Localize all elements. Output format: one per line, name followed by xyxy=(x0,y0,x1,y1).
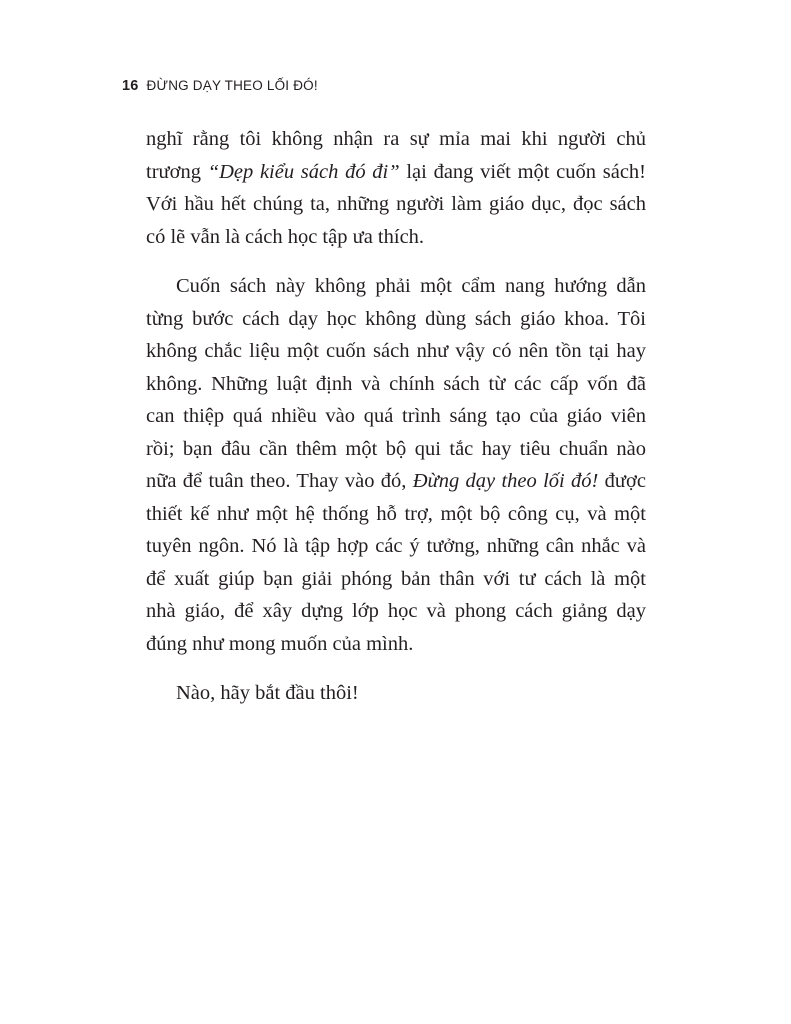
text-line xyxy=(146,465,646,498)
paragraph xyxy=(146,270,646,660)
text-line: không. Những luật định và chính sách từ các cấp vốn đã xyxy=(146,372,646,395)
text-line xyxy=(146,156,646,189)
text-line: đúng như mong muốn của mình. xyxy=(146,632,414,655)
text-line: tuyên ngôn. Nó là tập hợp các ý tưởng, những cân nhắc và xyxy=(146,535,646,557)
text-run: được xyxy=(598,470,646,492)
text-line: để xuất giúp bạn giải phóng bản thân với tư cách là một xyxy=(146,567,646,590)
text-line: Cuốn sách này không phải một cẩm nang hướng dẫn xyxy=(176,275,646,297)
text-line: can thiệp quá nhiều vào quá trình sáng tạo của giáo viên xyxy=(146,405,646,427)
text-line: rồi; bạn đâu cần thêm một bộ qui tắc hay tiêu chuẩn nào xyxy=(146,437,646,460)
text-line: nhà giáo, để xây dựng lớp học và phong cách giảng dạy xyxy=(146,600,646,622)
page-number: 16 xyxy=(122,78,139,94)
running-title: ĐỪNG DẠY THEO LỐI ĐÓ! xyxy=(146,78,318,93)
paragraph-spacer xyxy=(146,660,646,677)
text-line: Với hầu hết chúng ta, những người làm giáo dục, đọc sách xyxy=(146,193,646,215)
paragraph xyxy=(146,123,646,253)
text-run: trương xyxy=(146,160,208,183)
text-line: từng bước cách dạy học không dùng sách giáo khoa. Tôi xyxy=(146,307,646,330)
text-line: có lẽ vẫn là cách học tập ưa thích. xyxy=(146,225,425,248)
text-run: nữa để tuân theo. Thay vào đó, xyxy=(146,470,413,492)
text-line: nghĩ rằng tôi không nhận ra sự mỉa mai khi người chủ xyxy=(146,128,646,150)
italic-book-title: Đừng dạy theo lối đó! xyxy=(412,470,599,492)
paragraph xyxy=(146,677,646,710)
running-header xyxy=(122,78,318,94)
text-line: thiết kế như một hệ thống hỗ trợ, một bộ công cụ, và một xyxy=(146,502,646,525)
text-line: không chắc liệu một cuốn sách như vậy có nên tồn tại hay xyxy=(146,340,646,362)
italic-quote: “Dẹp kiểu sách đó đi” xyxy=(207,160,400,183)
body-text xyxy=(146,123,646,710)
text-run: lại đang viết một cuốn sách! xyxy=(399,160,646,183)
text-line: Nào, hãy bắt đầu thôi! xyxy=(176,682,359,704)
paragraph-spacer xyxy=(146,253,646,270)
